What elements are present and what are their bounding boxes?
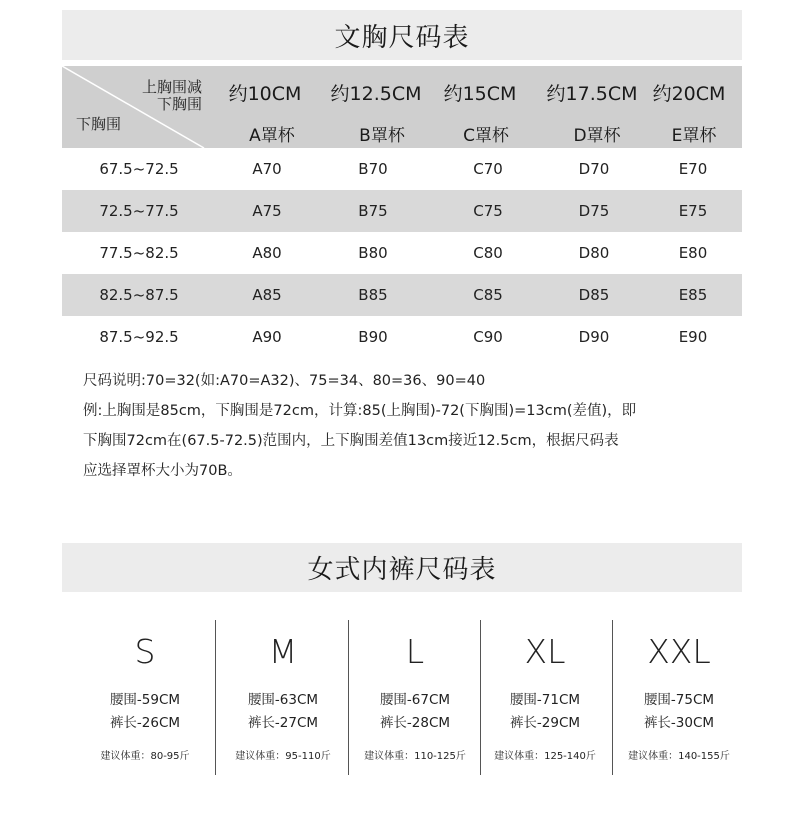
- table-row: [62, 232, 742, 274]
- size-cell: D75: [578, 202, 610, 220]
- corner-label-underbust: 下胸围: [76, 115, 122, 133]
- length-measure: 裤长-28CM: [379, 715, 451, 731]
- underbust-range: 82.5~87.5: [99, 286, 179, 304]
- cup-header: C罩杯: [463, 126, 509, 146]
- suggested-weight: 建议体重：140-155斤: [628, 751, 730, 762]
- brief-size-grid: [82, 620, 742, 775]
- diff-header: 约17.5CM: [546, 83, 638, 105]
- underbust-range: 67.5~72.5: [99, 160, 179, 178]
- size-cell: E80: [678, 244, 708, 262]
- waist-measure: 腰围-59CM: [109, 692, 181, 708]
- underbust-range: 72.5~77.5: [99, 202, 179, 220]
- size-cell: A85: [252, 286, 282, 304]
- size-column-l: [349, 620, 481, 762]
- size-column-s: [79, 620, 211, 762]
- diff-header: 约20CM: [652, 83, 726, 105]
- note-line: 下胸围72cm在(67.5-72.5)范围内，上下胸围差值13cm接近12.5cm，根据尺码表: [83, 433, 619, 449]
- size-cell: C85: [473, 286, 503, 304]
- waist-measure: 腰围-67CM: [379, 692, 451, 708]
- size-label: XXL: [647, 632, 711, 671]
- column-divider: [215, 620, 216, 775]
- cup-header: A罩杯: [249, 126, 295, 146]
- size-cell: A75: [252, 202, 282, 220]
- size-cell: E75: [678, 202, 708, 220]
- size-column-xxl: [613, 620, 745, 762]
- size-cell: B70: [358, 160, 388, 178]
- brief-chart-title-band: [62, 543, 742, 592]
- size-label: L: [405, 632, 425, 671]
- note-line: 尺码说明:70=32(如:A70=A32)、75=34、80=36、90=40: [83, 373, 486, 389]
- length-measure: 裤长-27CM: [247, 715, 319, 731]
- underbust-range: 77.5~82.5: [99, 244, 179, 262]
- corner-label-diff: 上胸围减下胸围: [141, 78, 202, 113]
- size-cell: A70: [252, 160, 282, 178]
- size-cell: E90: [678, 328, 708, 346]
- size-cell: E85: [678, 286, 708, 304]
- note-line: 例:上胸围是85cm，下胸围是72cm，计算:85(上胸围)-72(下胸围)=13cm(差值)，即: [83, 403, 637, 419]
- size-cell: C80: [473, 244, 503, 262]
- suggested-weight: 建议体重：110-125斤: [364, 751, 466, 762]
- table-row: [62, 190, 742, 232]
- size-label: M: [268, 632, 298, 671]
- diff-header: 约12.5CM: [330, 83, 422, 105]
- underbust-range: 87.5~92.5: [99, 328, 179, 346]
- cup-header: E罩杯: [671, 126, 717, 146]
- size-cell: E70: [678, 160, 708, 178]
- size-column-m: [217, 620, 349, 762]
- waist-measure: 腰围-71CM: [509, 692, 581, 708]
- cup-header: D罩杯: [573, 126, 621, 146]
- length-measure: 裤长-29CM: [509, 715, 581, 731]
- bra-chart-title: 文胸尺码表: [334, 22, 470, 53]
- size-cell: B85: [358, 286, 388, 304]
- bra-chart-title-band: [62, 10, 742, 60]
- size-cell: B75: [358, 202, 388, 220]
- bra-size-table: [62, 66, 742, 358]
- table-row: [62, 148, 742, 190]
- suggested-weight: 建议体重：95-110斤: [235, 751, 331, 762]
- size-label: XL: [524, 632, 566, 671]
- length-measure: 裤长-30CM: [643, 715, 715, 731]
- size-cell: D70: [578, 160, 610, 178]
- size-cell: B80: [358, 244, 388, 262]
- size-cell: A80: [252, 244, 282, 262]
- size-notes: [83, 370, 636, 490]
- size-column-xl: [479, 620, 611, 762]
- table-header: [62, 66, 742, 148]
- size-cell: D80: [578, 244, 610, 262]
- length-measure: 裤长-26CM: [109, 715, 181, 731]
- waist-measure: 腰围-63CM: [247, 692, 319, 708]
- brief-chart-title: 女式内裤尺码表: [307, 555, 497, 585]
- suggested-weight: 建议体重：80-95斤: [100, 751, 190, 762]
- suggested-weight: 建议体重：125-140斤: [494, 751, 596, 762]
- size-cell: D90: [578, 328, 610, 346]
- size-cell: B90: [358, 328, 388, 346]
- size-cell: C90: [473, 328, 503, 346]
- size-cell: C70: [473, 160, 503, 178]
- size-label: S: [134, 632, 156, 671]
- waist-measure: 腰围-75CM: [643, 692, 715, 708]
- note-line: 应选择罩杯大小为70B。: [83, 463, 242, 479]
- cup-header: B罩杯: [359, 126, 405, 146]
- diff-header: 约15CM: [443, 83, 517, 105]
- size-cell: A90: [252, 328, 282, 346]
- diff-header: 约10CM: [228, 83, 302, 105]
- size-cell: D85: [578, 286, 610, 304]
- size-cell: C75: [473, 202, 503, 220]
- table-row: [62, 316, 742, 358]
- table-row: [62, 274, 742, 316]
